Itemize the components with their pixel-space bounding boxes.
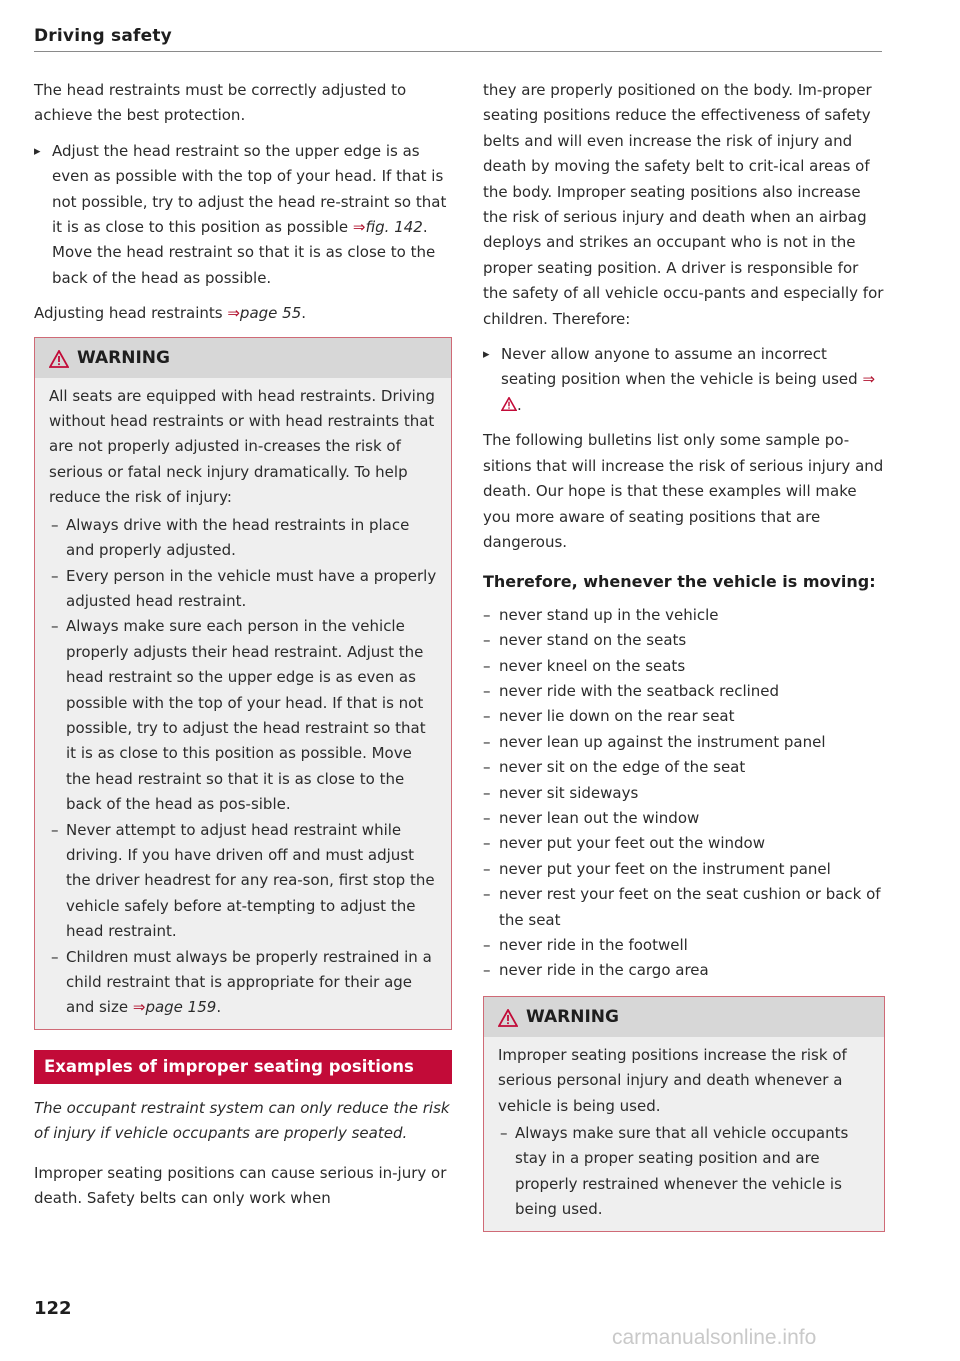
- never-allow-bullet: ▸ Never allow anyone to assume an incorrect seating position when the vehicle is being used ⇒ .: [483, 342, 885, 418]
- section-title-bar: Examples of improper seating positions: [34, 1050, 452, 1084]
- warning-paragraph: All seats are equipped with head restraints. Driving without head restraints or with head restraints that are not properly adjusted in-creases the risk of serious or fatal neck injury dramatically. To help reduce the risk of injury:: [49, 386, 435, 507]
- watermark: carmanualsonline.info: [612, 1326, 817, 1349]
- list-item: – never stand on the seats: [483, 628, 885, 653]
- bullet-text: Adjust the head restraint so the upper edge is as even as possible with the top of your head. If that is not possible, try to adjust the head re-straint so that it is as close to this position as possible: [52, 141, 447, 237]
- warning-box-seating: [483, 996, 885, 1232]
- never-list: [483, 603, 885, 984]
- reference-arrow-icon: ⇒: [352, 218, 366, 237]
- reference-arrow-icon: ⇒: [227, 304, 240, 323]
- warning-triangle-icon: [501, 397, 517, 411]
- intro-paragraph: The head restraints must be correctly adjusted to achieve the best protection.: [34, 81, 407, 125]
- section-paragraph: Improper seating positions can cause serious in-jury or death. Safety belts can only work when: [34, 1163, 447, 1208]
- warning-title: WARNING: [526, 1007, 619, 1028]
- right-column: [483, 78, 885, 1246]
- header-divider: [34, 51, 882, 52]
- warning-body: [484, 1037, 884, 1231]
- bullet-text: Never allow anyone to assume an incorrect seating position when the vehicle is being used: [501, 345, 858, 389]
- warning-paragraph: Improper seating positions increase the risk of serious personal injury and death whenever a vehicle is being used.: [498, 1045, 847, 1115]
- warning-item-after: .: [216, 998, 222, 1017]
- page-reference-text: page 55: [239, 304, 302, 323]
- bullet-after: . Move the head restraint so that it is as close to the back of the head as possible.: [52, 218, 436, 287]
- page-header: [34, 26, 882, 50]
- warning-item-children: [49, 945, 437, 1021]
- list-item: – never lean out the window: [483, 806, 885, 831]
- adjust-bullet: [34, 139, 452, 291]
- reference-arrow-icon: ⇒: [132, 998, 146, 1017]
- reference-arrow-icon: ⇒: [862, 370, 876, 389]
- left-column: [34, 78, 452, 1221]
- list-item: – never kneel on the seats: [483, 654, 885, 679]
- list-item: – never sit sideways: [483, 781, 885, 806]
- section-intro: The occupant restraint system can only reduce the risk of injury if vehicle occupants are properly seated.: [34, 1098, 450, 1143]
- page-reference-link[interactable]: [227, 304, 301, 322]
- warning-item: – Always drive with the head restraints in place and properly adjusted.: [49, 513, 437, 564]
- warning-body: [35, 378, 451, 1029]
- list-item: – never put your feet on the instrument panel: [483, 857, 885, 882]
- warning-item: – Every person in the vehicle must have a properly adjusted head restraint.: [49, 564, 437, 615]
- list-item: – never ride with the seatback reclined: [483, 679, 885, 704]
- fig-reference-text: fig. 142: [365, 218, 423, 237]
- warning-box-head-restraints: [34, 337, 452, 1030]
- warning-triangle-icon: [49, 350, 69, 368]
- list-item: – never put your feet out the window: [483, 831, 885, 856]
- warning-header: [35, 338, 451, 378]
- bulletins-paragraph: The following bulletins list only some sample po-sitions that will increase the risk of serious injury and death. Our hope is that these examples will make you more aware of seating positions that are dangerous.: [483, 431, 884, 551]
- list-item: – never stand up in the vehicle: [483, 603, 885, 628]
- continued-paragraph: they are properly positioned on the body. Im-proper seating positions reduce the effectiveness of safety belts and will even increase the risk of injury and death by moving the safety belt to crit-ical areas of the body. Improper seating positions also increase the risk of serious injury and death when an airbag deploys and strikes an occupant who is not in the proper seating position. A driver is responsible for the safety of all vehicle occu-pants and especially for children. Therefore:: [483, 81, 884, 328]
- list-item: – never sit on the edge of the seat: [483, 755, 885, 780]
- warning-item: – Always make sure each person in the vehicle properly adjusts their head restraint. Adjust the head restraint so the upper edge is as even as possible with the top of your head. If that is not possible, try to adjust the head restraint so that it is as close to this position as possible. Move the head restraint so that it is as close to the back of the head as pos-sible.: [49, 614, 437, 817]
- list-item: – never lean up against the instrument panel: [483, 730, 885, 755]
- warning-title: WARNING: [77, 347, 170, 368]
- adjusting-text: Adjusting head restraints: [34, 304, 223, 323]
- adjusting-head-restraints: [34, 301, 452, 326]
- warning-triangle-icon: [498, 1009, 518, 1027]
- warning-header: [484, 997, 884, 1037]
- list-item: – never rest your feet on the seat cushion or back of the seat: [483, 882, 885, 933]
- list-item: – never lie down on the rear seat: [483, 704, 885, 729]
- warning-item-text: Children must always be properly restrained in a child restraint that is appropriate for their age and size: [66, 947, 432, 1017]
- page-reference-link[interactable]: [133, 998, 216, 1016]
- header-title: Driving safety: [34, 26, 172, 46]
- fig-reference-link[interactable]: [353, 218, 423, 236]
- adjusting-after: .: [301, 304, 307, 323]
- list-item: – never ride in the footwell: [483, 933, 885, 958]
- page-number: 122: [34, 1298, 72, 1319]
- subheading: Therefore, whenever the vehicle is moving:: [483, 572, 876, 592]
- list-item: – never ride in the cargo area: [483, 958, 885, 983]
- page-reference-text: page 159: [145, 998, 217, 1017]
- warning-item: – Never attempt to adjust head restraint while driving. If you have driven off and must adjust the driver headrest for any rea-son, first stop the vehicle safely before at-tempting to adjust the head restraint.: [49, 818, 437, 945]
- warning-item: – Always make sure that all vehicle occupants stay in a proper seating position and are properly restrained whenever the vehicle is being used.: [498, 1121, 870, 1223]
